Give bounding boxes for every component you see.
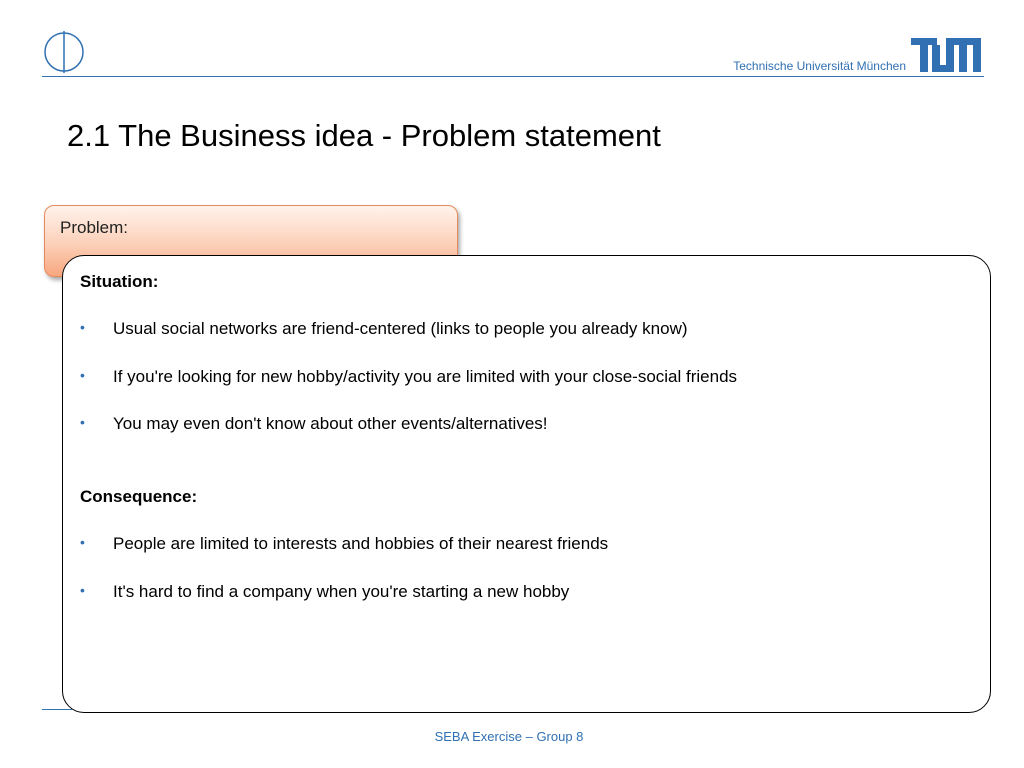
bullet-icon: •: [80, 319, 85, 335]
tum-seal-icon: [42, 30, 86, 74]
consequence-bullet-2: It's hard to find a company when you're starting a new hobby: [113, 582, 570, 601]
footer-divider: [42, 709, 72, 710]
content-panel: [62, 255, 991, 713]
list-item: [80, 534, 608, 554]
consequence-heading: Consequence:: [80, 487, 198, 506]
tum-logo-icon: [911, 38, 981, 72]
bullet-icon: •: [80, 534, 85, 550]
list-item: [80, 582, 569, 602]
list-item: [80, 367, 737, 387]
list-item: [80, 319, 688, 339]
list-item: [80, 414, 548, 434]
footer-text: SEBA Exercise – Group 8: [434, 729, 584, 744]
header-divider: [42, 76, 984, 77]
consequence-bullet-1: People are limited to interests and hobbies of their nearest friends: [113, 534, 609, 553]
bullet-icon: •: [80, 582, 85, 598]
situation-bullet-1: Usual social networks are friend-centered (links to people you already know): [113, 319, 688, 338]
problem-tag-label: Problem:: [60, 218, 129, 237]
page-title: 2.1 The Business idea - Problem statement: [67, 118, 661, 153]
situation-bullet-3: You may even don't know about other events/alternatives!: [113, 414, 548, 433]
situation-bullet-2: If you're looking for new hobby/activity you are limited with your close-social friends: [113, 367, 738, 386]
situation-heading: Situation:: [80, 272, 159, 291]
bullet-icon: •: [80, 367, 85, 383]
bullet-icon: •: [80, 414, 85, 430]
university-name: Technische Universität München: [733, 59, 906, 73]
